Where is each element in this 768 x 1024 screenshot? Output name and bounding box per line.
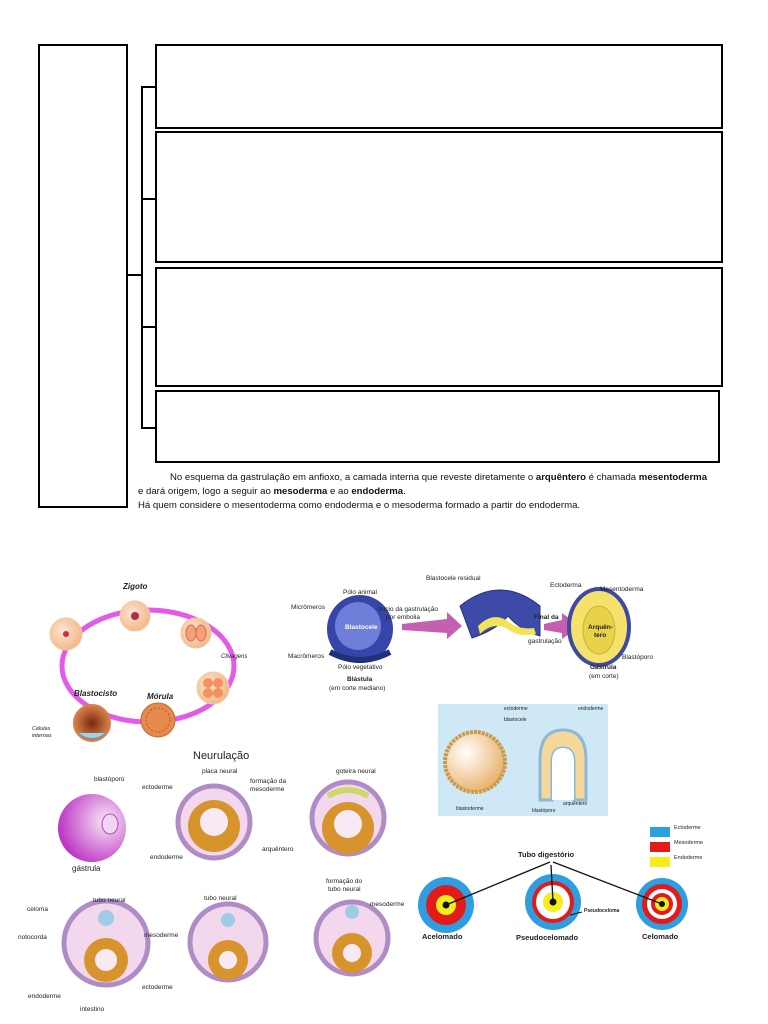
bracket-link-main (128, 274, 142, 276)
label-neu-mesoderme: mesoderme (250, 786, 285, 793)
label-mid-ectoderme: ectoderme (504, 706, 528, 712)
label-clivagens: Clivagens (221, 654, 248, 660)
label-corte-mediano: (em corte mediano) (329, 685, 386, 692)
label-micromeros: Micrômeros (291, 604, 325, 611)
label-polo-vegetativo: Pólo vegetativo (338, 664, 383, 671)
term-mesentoderma: mesentoderma (638, 472, 708, 483)
legend-label-mesoderme: Mesoderme (674, 840, 704, 846)
label-neu-mesoderme3: mesoderme (370, 901, 405, 908)
label-neu-endoderme2: endoderme (28, 993, 61, 1000)
body-plans-figure (410, 818, 715, 946)
label-gastrula: Gástrula (590, 664, 617, 671)
label-mid-blastoporo: blastóporo (532, 808, 556, 814)
label-inicio-gastrulacao: Início da gastrulação (378, 606, 438, 613)
label-blastocele-residual: Blastocele residual (426, 575, 481, 582)
label-mid-blastocele: blastocele (504, 717, 527, 723)
label-neu-gastrula: gástrula (72, 864, 101, 873)
paragraph-line-3: Há quem considere o mesentoderma como endoderma e o mesoderma formado a partir do endoderma. (138, 500, 581, 511)
label-neu-arquentero: arquêntero (262, 846, 294, 853)
line1-mid: é chamada (585, 472, 639, 483)
bracket-arm-2 (141, 198, 156, 200)
cycle-figure (30, 578, 260, 753)
label-neu-goteira-neural: goteira neural (336, 768, 376, 775)
label-zigoto: Zigoto (123, 582, 148, 591)
label-neu-ectoderme: ectoderme (142, 784, 173, 791)
legend-label-ectoderme: Ectoderme (674, 825, 701, 831)
label-em-corte: (em corte) (589, 673, 619, 680)
label-neu-intestino: intestino (80, 1006, 105, 1013)
bracket-arm-3 (141, 326, 156, 328)
label-morula: Mórula (147, 692, 174, 701)
label-blastula: Blástula (347, 676, 373, 683)
concept-box-1 (155, 44, 723, 129)
cycle-drawing (30, 578, 260, 753)
label-neu-tubo-neural-mid: tubo neural (204, 895, 237, 902)
label-mid-endoderme: endoderme (578, 706, 604, 712)
label-neurulacao-title: Neurulação (193, 750, 250, 762)
line2-end: . (403, 486, 406, 497)
label-neu-placa-neural: placa neural (202, 768, 238, 775)
term-endoderma: endoderma (351, 486, 404, 497)
line2-mid: e ao (327, 486, 352, 497)
label-tero: tero (594, 632, 607, 639)
bracket-outer-vertical (141, 86, 143, 428)
label-celomado: Celomado (642, 932, 679, 941)
label-pseudocelomado: Pseudocelomado (516, 933, 579, 942)
label-neu-endoderme: endoderme (150, 854, 183, 861)
line2-text: e dará origem, logo a seguir ao (138, 486, 274, 497)
body-plans-drawing (410, 818, 715, 946)
legend-label-endoderme: Endoderme (674, 855, 703, 861)
label-neu-tubo-neural: tubo neural (93, 897, 126, 904)
label-blastocele: Blastocele (345, 624, 378, 631)
blastula-gastrula-panel (438, 704, 608, 816)
label-gastrulacao: gastrulação (528, 638, 562, 645)
concept-box-3 (155, 267, 723, 387)
label-final-da: Final da (534, 614, 559, 621)
explanation-paragraph (138, 471, 738, 513)
label-mesentoderma: Mesentoderma (600, 586, 644, 593)
label-ectoderma: Ectoderma (550, 582, 582, 589)
label-arquen: Arquên- (588, 624, 613, 631)
label-pseudoceloma: Pseudoceloma (584, 908, 620, 914)
label-mid-arquentero: arquêntero (563, 801, 588, 807)
label-celulas: Células (32, 726, 51, 732)
label-polo-animal: Pólo animal (343, 589, 377, 596)
label-macromeros: Macrômeros (288, 653, 325, 660)
neurulation-figure (18, 748, 418, 1020)
label-neu-notocorda: notocorda (18, 934, 47, 941)
label-internas: internas (32, 733, 52, 739)
line1-text: No esquema da gastrulação em anfioxo, a camada interna que reveste diretamente o (170, 472, 536, 483)
term-mesoderma: mesoderma (273, 486, 328, 497)
label-neu-tubo-neural2: tubo neural (328, 886, 361, 893)
label-neu-mesoderme2: mesoderme (144, 932, 179, 939)
bracket-arm-1 (141, 86, 156, 88)
label-tubo-digestorio: Tubo digestório (518, 850, 575, 859)
label-acelomado: Acelomado (422, 932, 463, 941)
label-blastoporo: Blastóporo (622, 654, 654, 661)
concept-box-4 (155, 390, 720, 463)
label-neu-celoma: celoma (27, 906, 48, 913)
bracket-arm-4 (141, 427, 156, 429)
label-blastocisto: Blastocisto (74, 689, 118, 698)
paragraph-line-2 (138, 485, 738, 499)
paragraph-line-1 (138, 471, 738, 485)
label-mid-blastoderme: blastoderme (456, 806, 484, 812)
gastrulation-figure (282, 572, 672, 694)
label-neu-ectoderme2: ectoderme (142, 984, 173, 991)
label-neu-blastoporo: blastóporo (94, 776, 125, 783)
label-neu-formacao-do: formação do (326, 878, 363, 885)
label-por-embolia: por embolia (386, 614, 420, 621)
label-neu-formacao-da: formação da (250, 778, 287, 785)
left-tall-box (38, 44, 128, 508)
concept-box-2 (155, 131, 723, 263)
term-arquentero: arquêntero (535, 472, 586, 483)
